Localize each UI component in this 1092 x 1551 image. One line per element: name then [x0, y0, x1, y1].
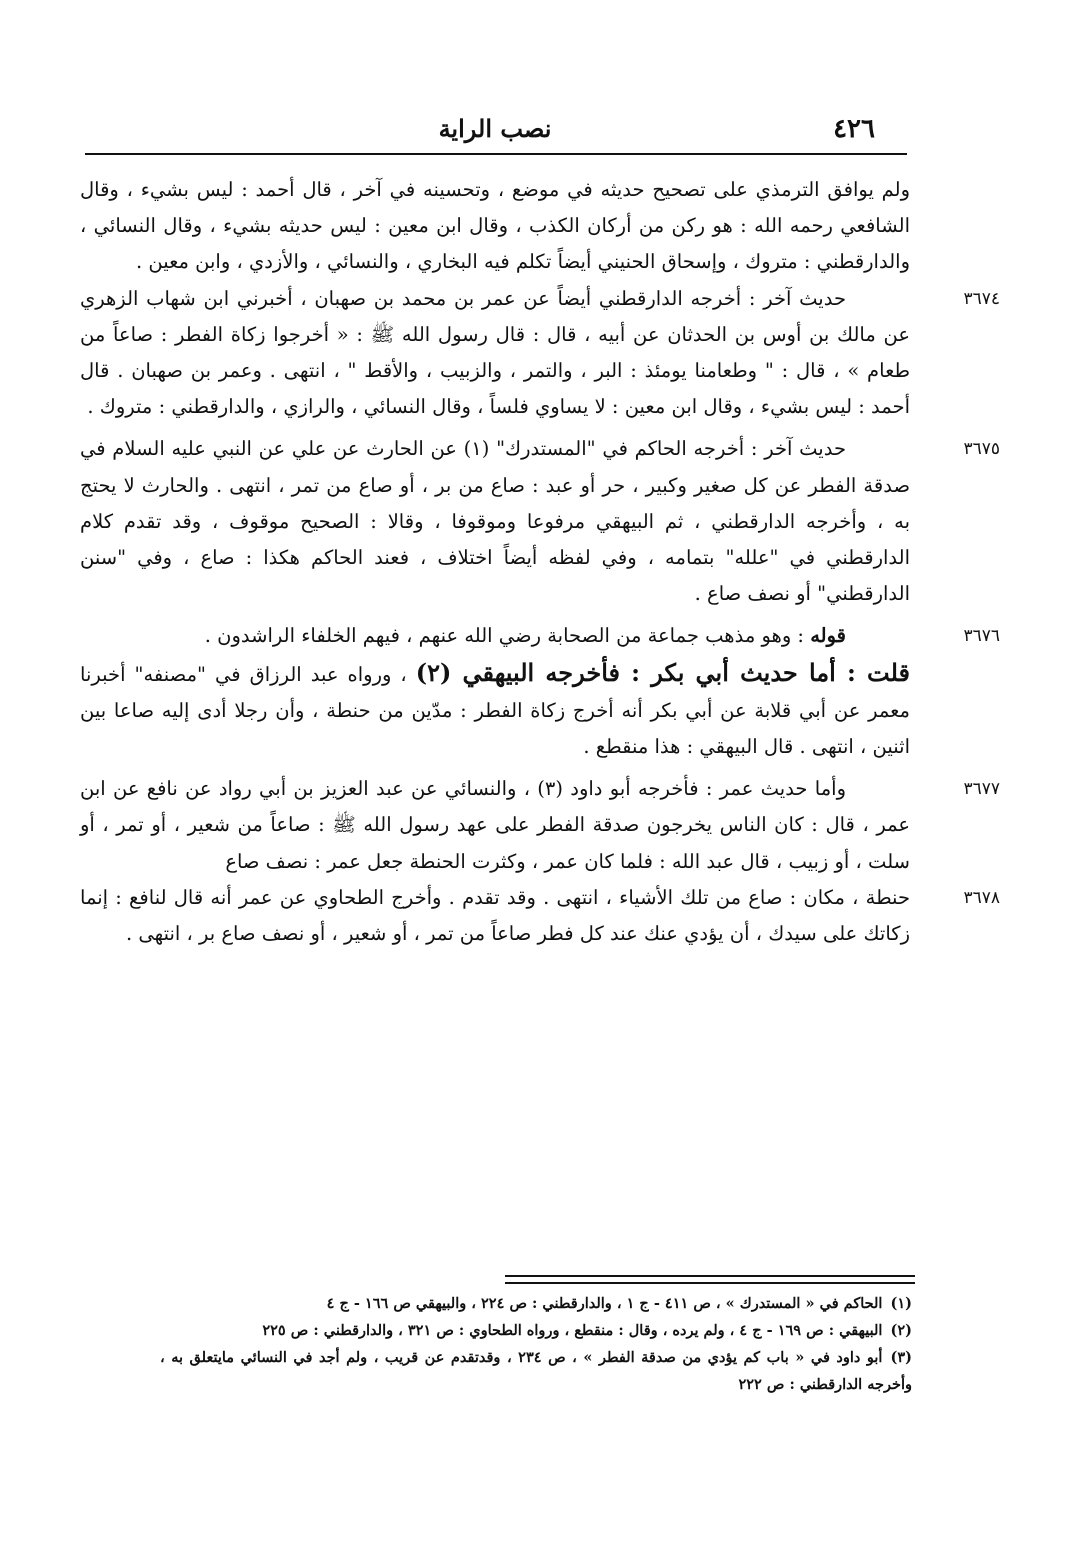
paragraph-text: حديث آخر : أخرجه الدارقطني أيضاً عن عمر بن محمد بن صهبان ، أخبرني ابن شهاب الزهري عن مالك بن أوس بن الحدثان عن أبيه ، قال : قال رسول الله ﷺ : « أخرجوا زكاة الفطر : صاعاً من طعام » ، قال : " وطعامنا يومئذ : البر ، والتمر ، والزبيب ، والأقط " ، انتهى . وعمر بن صهبان . قال أحمد : ليس بشيء ، وقال ابن معين : لا يساوي فلساً ، وقال النسائي ، والرازي ، والدارقطني : متروك . — [80, 286, 910, 419]
hadith-3676 — [80, 618, 1000, 654]
footnote-marker: (٢) — [890, 1322, 912, 1339]
hadith-3674 — [80, 281, 1000, 426]
footnote-text: الحاكم في « المستدرك » ، ص ٤١١ - ج ١ ، والدارقطني : ص ٢٢٤ ، والبيهقي ص ١٦٦ - ج ٤ — [326, 1295, 883, 1312]
paragraph-continued — [80, 172, 910, 281]
hadith-number: ٣٦٧٦ — [963, 626, 1000, 647]
hadith-number: ٣٦٧٧ — [963, 779, 1000, 800]
footnote-3 — [160, 1344, 912, 1398]
paragraph-text: : وهو مذهب جماعة من الصحابة رضي الله عنهم ، فيهم الخلفاء الراشدون . — [204, 624, 811, 648]
header-divider — [85, 153, 907, 155]
main-text — [80, 172, 1000, 952]
qultu-heading: قلت : أما حديث أبي بكر : فأخرجه البيهقي (٢) — [415, 657, 910, 687]
paragraph-text: وأما حديث عمر : فأخرجه أبو داود (٣) ، والنسائي عن عبد العزيز بن أبي رواد عن نافع عن ابن عمر ، قال : كان الناس يخرجون صدقة الفطر على عهد رسول الله ﷺ : صاعاً من شعير ، أو تمر ، أو سلت ، أو زبيب ، قال عبد الله : فلما كان عمر ، وكثرت الحنطة جعل عمر : نصف صاع — [80, 777, 910, 873]
hadith-number: ٣٦٧٥ — [963, 439, 1000, 460]
footnote-marker: (٣) — [890, 1349, 913, 1366]
hadith-3675 — [80, 431, 1000, 612]
hadith-number: ٣٦٧٨ — [963, 887, 1000, 908]
running-title: نصب الراية — [438, 114, 552, 143]
footnote-marker: (١) — [890, 1295, 912, 1312]
paragraph-text: حنطة ، مكان : صاع من تلك الأشياء ، انتهى . وقد تقدم . وأخرج الطحاوي عن عمر أنه قال لنافع : إنما زكاتك على سيدك ، أن يؤدي عنك عند كل فطر صاعاً من تمر ، أو شعير ، أو نصف صاع بر ، انتهى . — [80, 885, 910, 946]
footnote-2 — [160, 1317, 912, 1344]
paragraph-text: حديث آخر : أخرجه الحاكم في "المستدرك" (١) عن الحارث عن علي عن النبي عليه السلام في صدقة الفطر عن كل صغير وكبير ، حر أو عبد : صاع من بر ، أو صاع من تمر ، انتهى . والحارث لا يحتج به ، وأخرجه الدارقطني ، ثم البيهقي مرفوعا وموقوفا ، وقالا : الصحيح موقوف ، وقد تقدم كلام الدارقطني في "علله" بتمامه ، وفي لفظه أيضاً اختلاف ، فعند الحاكم هكذا : صاع ، وفي "سنن الدارقطني" أو نصف صاع . — [80, 437, 910, 606]
hadith-number: ٣٦٧٤ — [963, 288, 1000, 309]
paragraph-text: ولم يوافق الترمذي على تصحيح حديثه في موضع ، وتحسينه في آخر ، قال أحمد : ليس بشيء ، وقال الشافعي رحمه الله : هو ركن من أركان الكذب ، وقال ابن معين : ليس حديثه بشيء ، وقال النسائي ، والدارقطني : متروك ، وإسحاق الحنيني أيضاً تكلم فيه البخاري ، والنسائي ، والأزدي ، وابن معين . — [80, 178, 910, 274]
footnotes — [160, 1290, 912, 1398]
footnote-1 — [160, 1290, 912, 1317]
qultu-paragraph — [80, 655, 910, 766]
footnote-text: البيهقي : ص ١٦٩ - ج ٤ ، ولم يرده ، وقال : منقطع ، ورواه الطحاوي : ص ٣٢١ ، والدارقطني : ص ٢٢٥ — [262, 1322, 883, 1339]
page-number: ٤٢٦ — [833, 114, 875, 144]
hadith-3677 — [80, 771, 1000, 880]
hadith-3678 — [80, 880, 1000, 952]
footnote-divider — [505, 1275, 915, 1284]
paragraph-text: ، ورواه عبد الرزاق في "مصنفه" أخبرنا معمر عن أبي قلابة عن أبي بكر أنه أخرج زكاة الفطر : مدّين من حنطة ، وأن رجلا أدى إليه صاعا بين اثنين ، انتهى . قال البيهقي : هذا منقطع . — [80, 662, 910, 759]
qawl-keyword: قوله — [810, 624, 846, 648]
page-header — [85, 108, 905, 148]
footnote-text: أبو داود في « باب كم يؤدي من صدقة الفطر » ، ص ٢٣٤ ، وقدتقدم عن قريب ، ولم أجد في النسائي مايتعلق به ، وأخرجه الدارقطني : ص ٢٢٢ — [160, 1349, 912, 1393]
